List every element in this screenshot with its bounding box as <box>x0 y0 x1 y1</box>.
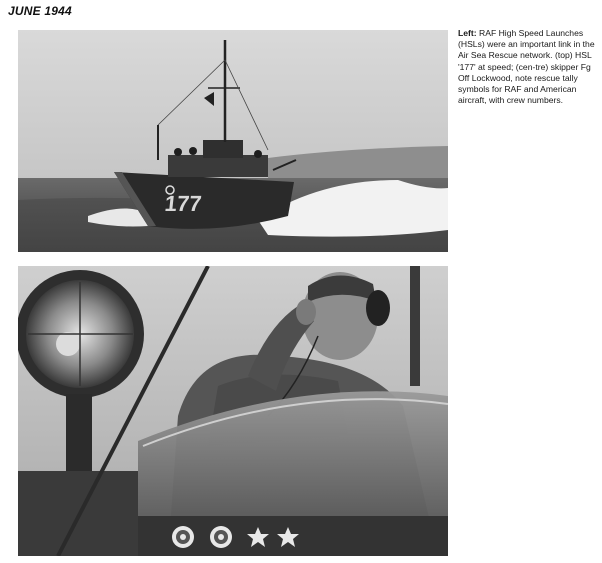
page-header: JUNE 1944 <box>8 4 72 18</box>
caption-text: RAF High Speed Launches (HSLs) were an important link in the Air Sea Rescue network. (top) HSL '177' at speed; (cen-tre) skipper Fg Off Lockwood, note rescue tally symbols for RAF and American aircraft, with crew numbers. <box>458 28 595 106</box>
photo-skipper-lockwood <box>18 266 448 556</box>
caption-lead: Left: <box>458 28 477 38</box>
photo-caption <box>458 28 598 106</box>
skipper-image <box>18 266 448 556</box>
hull-number: 177 <box>163 191 203 216</box>
hsl-177-image <box>18 30 448 252</box>
photo-hsl-177 <box>18 30 448 252</box>
